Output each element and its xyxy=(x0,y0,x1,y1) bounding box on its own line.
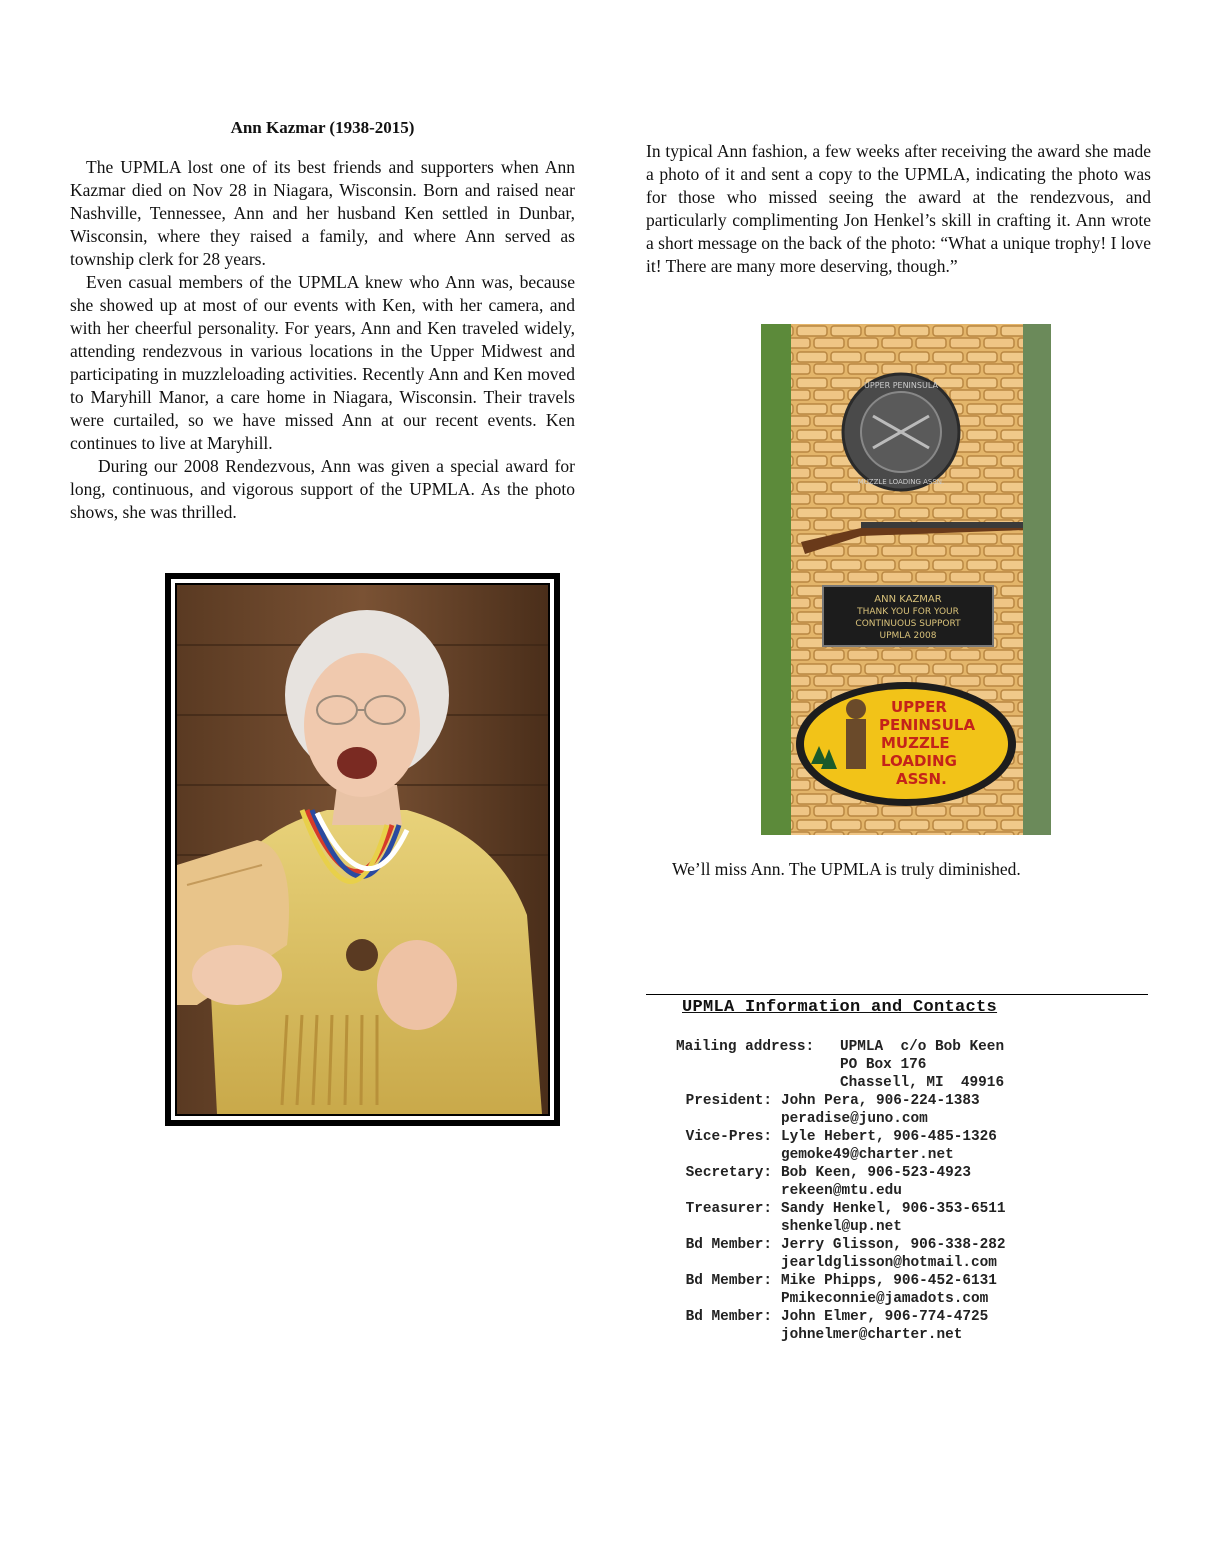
paragraph-2: Even casual members of the UPMLA knew who Ann was, because she showed up at most of our events with Ken, with her camera, and with her cheerful personality. For years, Ann and Ken traveled widely, attending rendezvous in various locations in the Upper Midwest and participating in muzzleloading activities. Recently Ann and Ken moved to Maryhill Manor, a care home in Niagara, Wisconsin. Their travels were curtailed, so we have missed Ann at our recent events. Ken continues to live at Maryhill. xyxy=(70,272,575,453)
trophy-photo xyxy=(761,324,1051,835)
plaque-line-4: UPMLA 2008 xyxy=(879,631,937,641)
right-column xyxy=(646,140,1151,278)
officer-email: shenkel@up.net xyxy=(781,1219,902,1235)
plaque-line-2: THANK YOU FOR YOUR xyxy=(857,607,959,617)
officer-email: gemoke49@charter.net xyxy=(781,1147,954,1163)
right-paragraph: In typical Ann fashion, a few weeks after receiving the award she made a photo of it and sent a copy to the UPMLA, indicating the photo was for those who missed seeing the award at the rendezvous, and particularly complimenting Jon Henkel’s skill in crafting it. Ann wrote a short message on the back of the photo: “What a unique trophy! I love it! There are many more deserving, though.” xyxy=(646,141,1151,276)
patch-line-4: LOADING xyxy=(881,752,957,770)
contacts-block xyxy=(676,1038,1006,1344)
article-title: Ann Kazmar (1938-2015) xyxy=(230,118,415,137)
role-label: Bd Member: xyxy=(685,1237,772,1253)
officer-email: Pmikeconnie@jamadots.com xyxy=(781,1291,989,1307)
left-column xyxy=(70,118,575,524)
officer-email: jearldglisson@hotmail.com xyxy=(781,1255,997,1271)
role-label: Treasurer: xyxy=(685,1201,772,1217)
officer-row xyxy=(676,1092,1006,1110)
mailing-line-1: UPMLA c/o Bob Keen xyxy=(840,1039,1005,1055)
officer-info: John Elmer, 906-774-4725 xyxy=(781,1309,989,1325)
mailing-label: Mailing address: xyxy=(676,1039,815,1055)
role-label: Bd Member: xyxy=(685,1309,772,1325)
ann-portrait-image xyxy=(177,585,548,1114)
officer-info: Mike Phipps, 906-452-6131 xyxy=(781,1273,997,1289)
mailing-row xyxy=(676,1038,1006,1056)
plaque-line-1: ANN KAZMAR xyxy=(874,594,942,605)
role-label: Bd Member: xyxy=(685,1273,772,1289)
officer-row xyxy=(676,1164,1006,1182)
patch-line-5: ASSN. xyxy=(896,770,947,788)
paragraph-3: During our 2008 Rendezvous, Ann was given a special award for long, continuous, and vigorous support of the UPMLA. As the photo shows, she was thrilled. xyxy=(70,456,575,522)
ann-portrait-photo xyxy=(165,573,560,1126)
mailing-line-2: PO Box 176 xyxy=(840,1057,927,1073)
officer-email: rekeen@mtu.edu xyxy=(781,1183,902,1199)
officer-row xyxy=(676,1236,1006,1254)
patch-line-3: MUZZLE xyxy=(881,734,950,752)
officer-row xyxy=(676,1308,1006,1326)
officer-row xyxy=(676,1272,1006,1290)
officer-email: peradise@juno.com xyxy=(781,1111,928,1127)
patch-line-2: PENINSULA xyxy=(879,716,976,734)
patch-line-1: UPPER xyxy=(891,698,947,716)
officer-info: John Pera, 906-224-1383 xyxy=(781,1093,980,1109)
closing-line: We’ll miss Ann. The UPMLA is truly diminished. xyxy=(672,859,1021,879)
plaque-line-3: CONTINUOUS SUPPORT xyxy=(855,619,961,629)
officer-email: johnelmer@charter.net xyxy=(781,1327,963,1343)
mailing-line-3: Chassell, MI 49916 xyxy=(840,1075,1005,1091)
contacts-title: UPMLA Information and Contacts xyxy=(682,998,998,1017)
medallion-top-text: UPPER PENINSULA xyxy=(864,381,938,390)
role-label: Vice-Pres: xyxy=(685,1129,772,1145)
officer-info: Jerry Glisson, 906-338-282 xyxy=(781,1237,1006,1253)
paragraph-1: The UPMLA lost one of its best friends and supporters when Ann Kazmar died on Nov 28 in Niagara, Wisconsin. Born and raised near Nashville, Tennessee, Ann and her husband Ken settled in Dunbar, Wisconsin, where they raised a family, and where Ann served as township clerk for 28 years. xyxy=(70,157,575,269)
role-label: Secretary: xyxy=(685,1165,772,1181)
officer-info: Sandy Henkel, 906-353-6511 xyxy=(781,1201,1006,1217)
officer-info: Lyle Hebert, 906-485-1326 xyxy=(781,1129,997,1145)
officer-row xyxy=(676,1128,1006,1146)
medallion-bottom-text: MUZZLE LOADING ASSN. xyxy=(857,478,945,486)
officer-info: Bob Keen, 906-523-4923 xyxy=(781,1165,971,1181)
role-label: President: xyxy=(685,1093,772,1109)
officer-row xyxy=(676,1200,1006,1218)
section-divider xyxy=(646,994,1148,995)
